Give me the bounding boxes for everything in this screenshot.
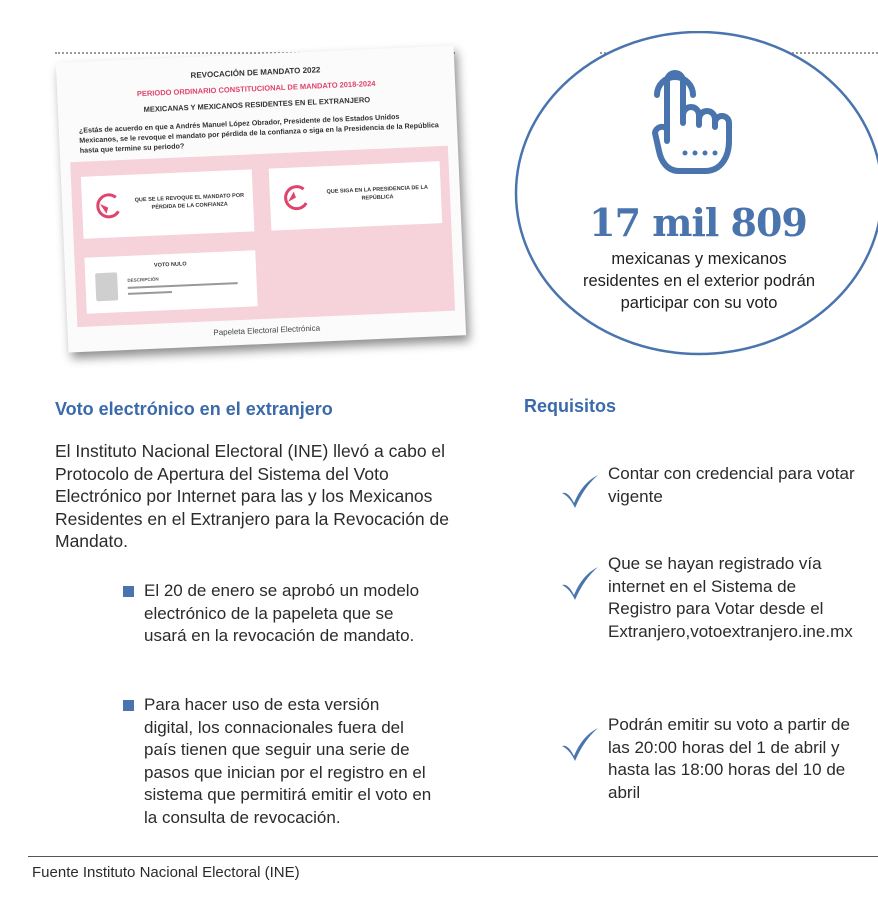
list-item (123, 694, 433, 829)
ballot-audience: MEXICANAS Y MEXICANOS RESIDENTES EN EL EXTRANJERO (143, 95, 371, 115)
requirement-item (560, 714, 860, 804)
section-heading-electronic-vote: Voto electrónico en el extranjero (55, 399, 333, 419)
checkmark-icon (560, 726, 600, 762)
ballot-footer: Papeleta Electoral Electrónica (213, 323, 321, 338)
requirement-text: Contar con credencial para votar vigente (608, 464, 855, 506)
revoke-hand-icon (92, 191, 127, 222)
list-item-text: Para hacer uso de esta versión digital, los connacionales fuera del país tienen que seguir una serie de pasos que inician por el registro en el sistema que permitirá emitir el voto en la consulta de revocación. (144, 695, 432, 827)
ballot-question: ¿Estás de acuerdo en que a Andrés Manuel López Obrador, Presidente de los Estados Unidos Mexicanos, se le revoque el mandato por pérdida de la confianza o siga en la Presidencia de la República hasta que termine su periodo? (78, 111, 440, 155)
footer-divider (28, 856, 878, 857)
checkmark-icon (560, 473, 600, 509)
requirement-text: Podrán emitir su voto a partir de las 20:00 horas del 1 de abril y hasta las 18:00 horas del 10 de abril (608, 715, 850, 802)
square-bullet-icon (123, 586, 134, 597)
list-item-text: El 20 de enero se aprobó un modelo electrónico de la papeleta que se usará en la revocación de mandato. (144, 581, 420, 645)
square-bullet-icon (123, 700, 134, 711)
requirement-text: Que se hayan registrado vía internet en el Sistema de Registro para Votar desde el Extranjero,votoextranjero.ine.mx (608, 554, 853, 641)
ballot-title: REVOCACIÓN DE MANDATO 2022 (190, 65, 321, 80)
option-stay-label: QUE SIGA EN LA PRESIDENCIA DE LA REPÚBLICA (326, 184, 429, 202)
ballot-period: PERIODO ORDINARIO CONSTITUCIONAL DE MANDATO 2018-2024 (136, 78, 376, 99)
ballot-option-revoke (81, 169, 255, 238)
requirement-item (560, 463, 860, 508)
stay-hand-icon (279, 183, 314, 214)
ballot-options-panel (70, 146, 455, 327)
stat-number: 17 mil 809 (589, 200, 807, 245)
requirement-item (560, 553, 860, 643)
null-vote-label: DESCRIPCIÓN (127, 276, 159, 283)
hand-pointer-icon (645, 53, 735, 183)
intro-paragraph: El Instituto Nacional Electoral (INE) llevó a cabo el Protocolo de Apertura del Sistema del Voto Electrónico por Internet para las y los Mexicanos Residentes en el Extranjero para la Revocación de Mandato. (55, 441, 449, 551)
null-vote-title: VOTO NULO (153, 261, 187, 269)
checkmark-icon (560, 565, 600, 601)
ballot-option-null (84, 250, 257, 313)
source-credit: Fuente Instituto Nacional Electoral (INE) (32, 864, 300, 881)
null-vote-icon (95, 272, 118, 301)
section-heading-requirements: Requisitos (524, 396, 617, 416)
option-revoke-label: QUE SE LE REVOQUE EL MANDATO POR PÉRDIDA DE LA CONFIANZA (134, 192, 245, 211)
list-item (123, 580, 433, 648)
ballot-option-stay (269, 161, 443, 230)
null-vote-description (127, 273, 238, 295)
electronic-ballot-image (56, 45, 466, 352)
stat-description: mexicanas y mexicanos residentes en el exterior podrán participar con su voto (582, 250, 816, 312)
